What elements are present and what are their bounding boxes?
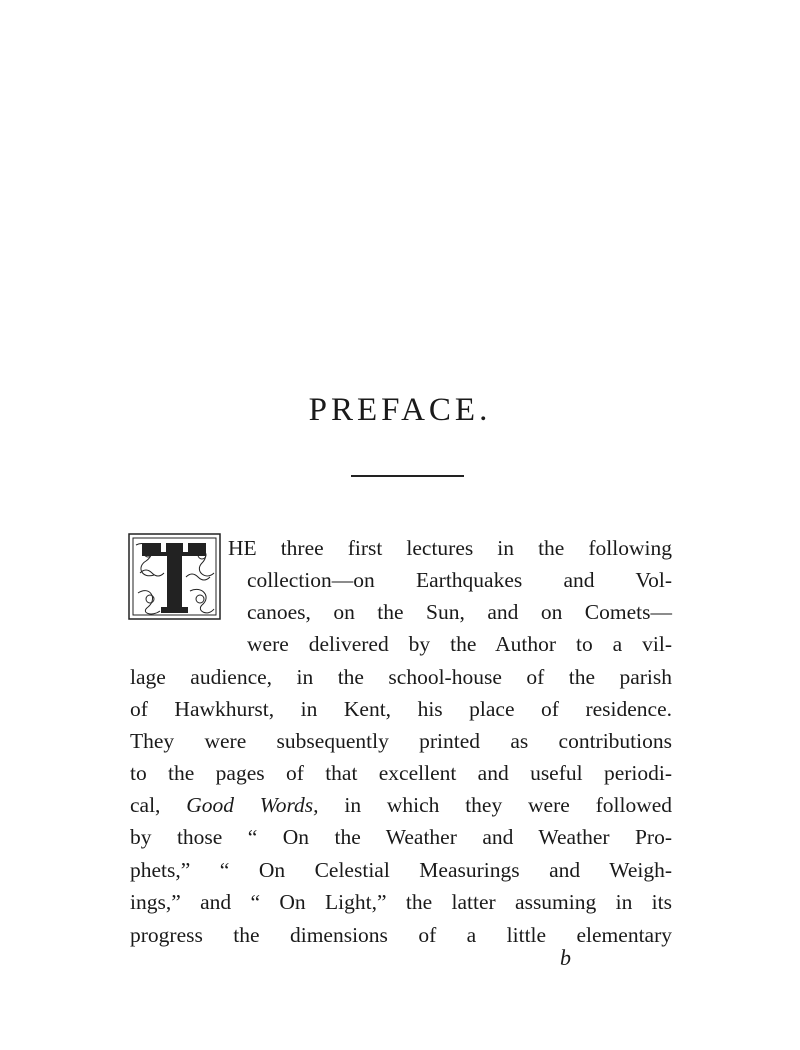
ornamental-initial-icon	[128, 533, 221, 620]
text-segment: in which they were followed	[344, 793, 673, 817]
preface-line-11: phets,” “ On Celestial Measurings and Weigh-	[130, 858, 672, 882]
periodical-title: Good Words,	[186, 793, 319, 817]
preface-line-6: of Hawkhurst, in Kent, his place of residence.	[130, 697, 672, 721]
signature-mark: b	[560, 945, 571, 970]
preface-line-3: canoes, on the Sun, and on Comets—	[247, 600, 672, 624]
preface-line-2: collection—on Earthquakes and Vol-	[247, 568, 672, 592]
title-rule	[351, 475, 464, 477]
preface-line-5: lage audience, in the school-house of the parish	[130, 665, 672, 689]
preface-line-7: They were subsequently printed as contributions	[130, 729, 672, 753]
preface-line-1: HE three first lectures in the following	[228, 536, 672, 560]
preface-line-4: were delivered by the Author to a vil-	[247, 632, 672, 656]
preface-line-13: progress the dimensions of a little elementary	[130, 923, 672, 947]
preface-line-12: ings,” and “ On Light,” the latter assuming in its	[130, 890, 672, 914]
text-segment: cal,	[130, 793, 161, 817]
preface-line-9	[130, 792, 672, 818]
preface-line-10: by those “ On the Weather and Weather Pro-	[130, 825, 672, 849]
preface-line-8: to the pages of that excellent and useful periodi-	[130, 761, 672, 785]
page-title: PREFACE.	[308, 392, 492, 428]
